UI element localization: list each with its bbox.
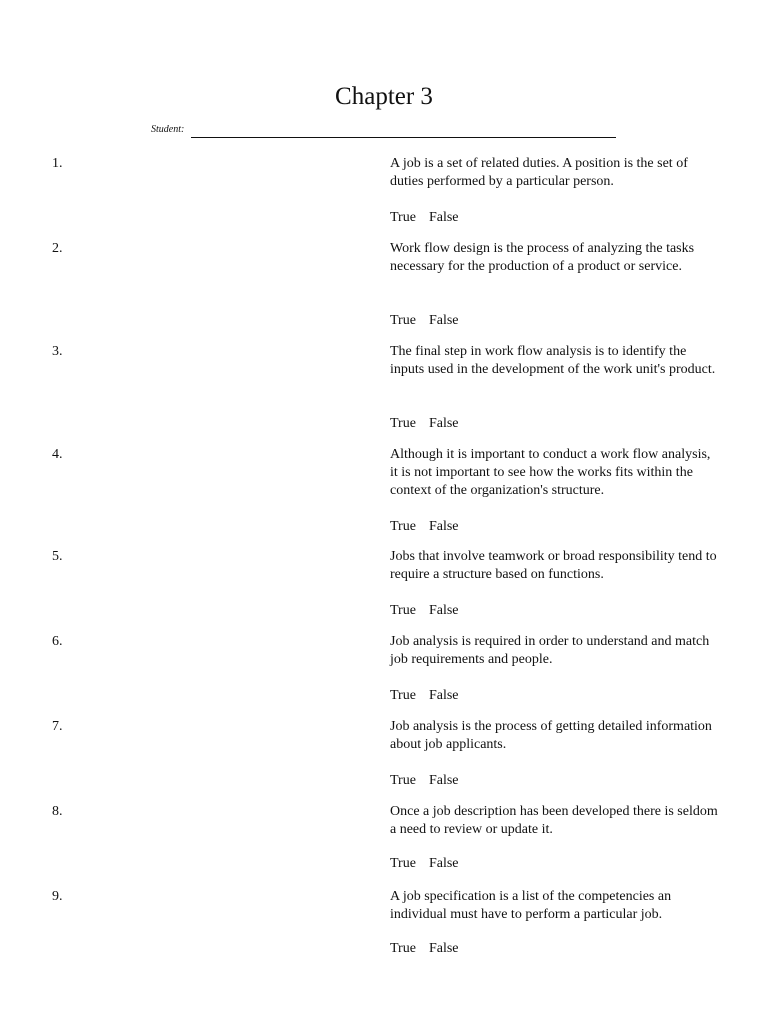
question-number: 7. <box>52 719 63 734</box>
question-item <box>0 803 768 883</box>
true-option[interactable]: True <box>390 941 416 956</box>
question-number: 9. <box>52 889 63 904</box>
true-option[interactable]: True <box>390 313 416 328</box>
true-false-options <box>390 312 459 330</box>
true-option[interactable]: True <box>390 603 416 618</box>
true-false-options <box>390 940 459 958</box>
false-option[interactable]: False <box>428 773 459 788</box>
question-number: 3. <box>52 344 63 359</box>
false-option[interactable]: False <box>428 210 459 225</box>
question-item <box>0 446 768 534</box>
question-item <box>0 155 768 235</box>
student-name-line[interactable] <box>191 137 616 138</box>
question-number: 4. <box>52 447 63 462</box>
question-text: Once a job description has been developed there is seldom a need to review or update it. <box>390 804 718 837</box>
true-false-options <box>390 518 459 536</box>
student-label: Student: <box>151 124 185 135</box>
false-option[interactable]: False <box>428 519 459 534</box>
true-false-options <box>390 772 459 790</box>
false-option[interactable]: False <box>428 313 459 328</box>
true-option[interactable]: True <box>390 416 416 431</box>
question-number: 1. <box>52 156 63 171</box>
question-item <box>0 240 768 328</box>
question-text: The final step in work flow analysis is to identify the inputs used in the development of the work unit's product. <box>390 344 716 377</box>
true-false-options <box>390 602 459 620</box>
false-option[interactable]: False <box>428 416 459 431</box>
false-option[interactable]: False <box>428 688 459 703</box>
question-text: A job specification is a list of the competencies an individual must have to perform a particular job. <box>390 889 672 922</box>
question-number: 8. <box>52 804 63 819</box>
question-number: 6. <box>52 634 63 649</box>
true-false-options <box>390 855 459 873</box>
true-option[interactable]: True <box>390 210 416 225</box>
question-text: A job is a set of related duties. A position is the set of duties performed by a particular person. <box>390 156 688 189</box>
true-option[interactable]: True <box>390 688 416 703</box>
question-item <box>0 548 768 628</box>
question-text: Although it is important to conduct a work flow analysis, it is not important to see how the works fits within the context of the organization's structure. <box>390 447 711 498</box>
false-option[interactable]: False <box>428 603 459 618</box>
question-item <box>0 718 768 798</box>
question-item <box>0 888 768 968</box>
question-text: Jobs that involve teamwork or broad responsibility tend to require a structure based on functions. <box>390 549 717 582</box>
false-option[interactable]: False <box>428 941 459 956</box>
question-text: Work flow design is the process of analyzing the tasks necessary for the production of a product or service. <box>390 241 695 274</box>
question-text: Job analysis is required in order to understand and match job requirements and people. <box>390 634 710 667</box>
true-false-options <box>390 209 459 227</box>
question-item <box>0 343 768 431</box>
true-option[interactable]: True <box>390 773 416 788</box>
true-false-options <box>390 687 459 705</box>
false-option[interactable]: False <box>428 856 459 871</box>
page-title: Chapter 3 <box>335 83 433 110</box>
true-option[interactable]: True <box>390 519 416 534</box>
question-number: 5. <box>52 549 63 564</box>
question-item <box>0 633 768 713</box>
question-number: 2. <box>52 241 63 256</box>
true-option[interactable]: True <box>390 856 416 871</box>
question-text: Job analysis is the process of getting detailed information about job applicants. <box>390 719 712 752</box>
true-false-options <box>390 415 459 433</box>
